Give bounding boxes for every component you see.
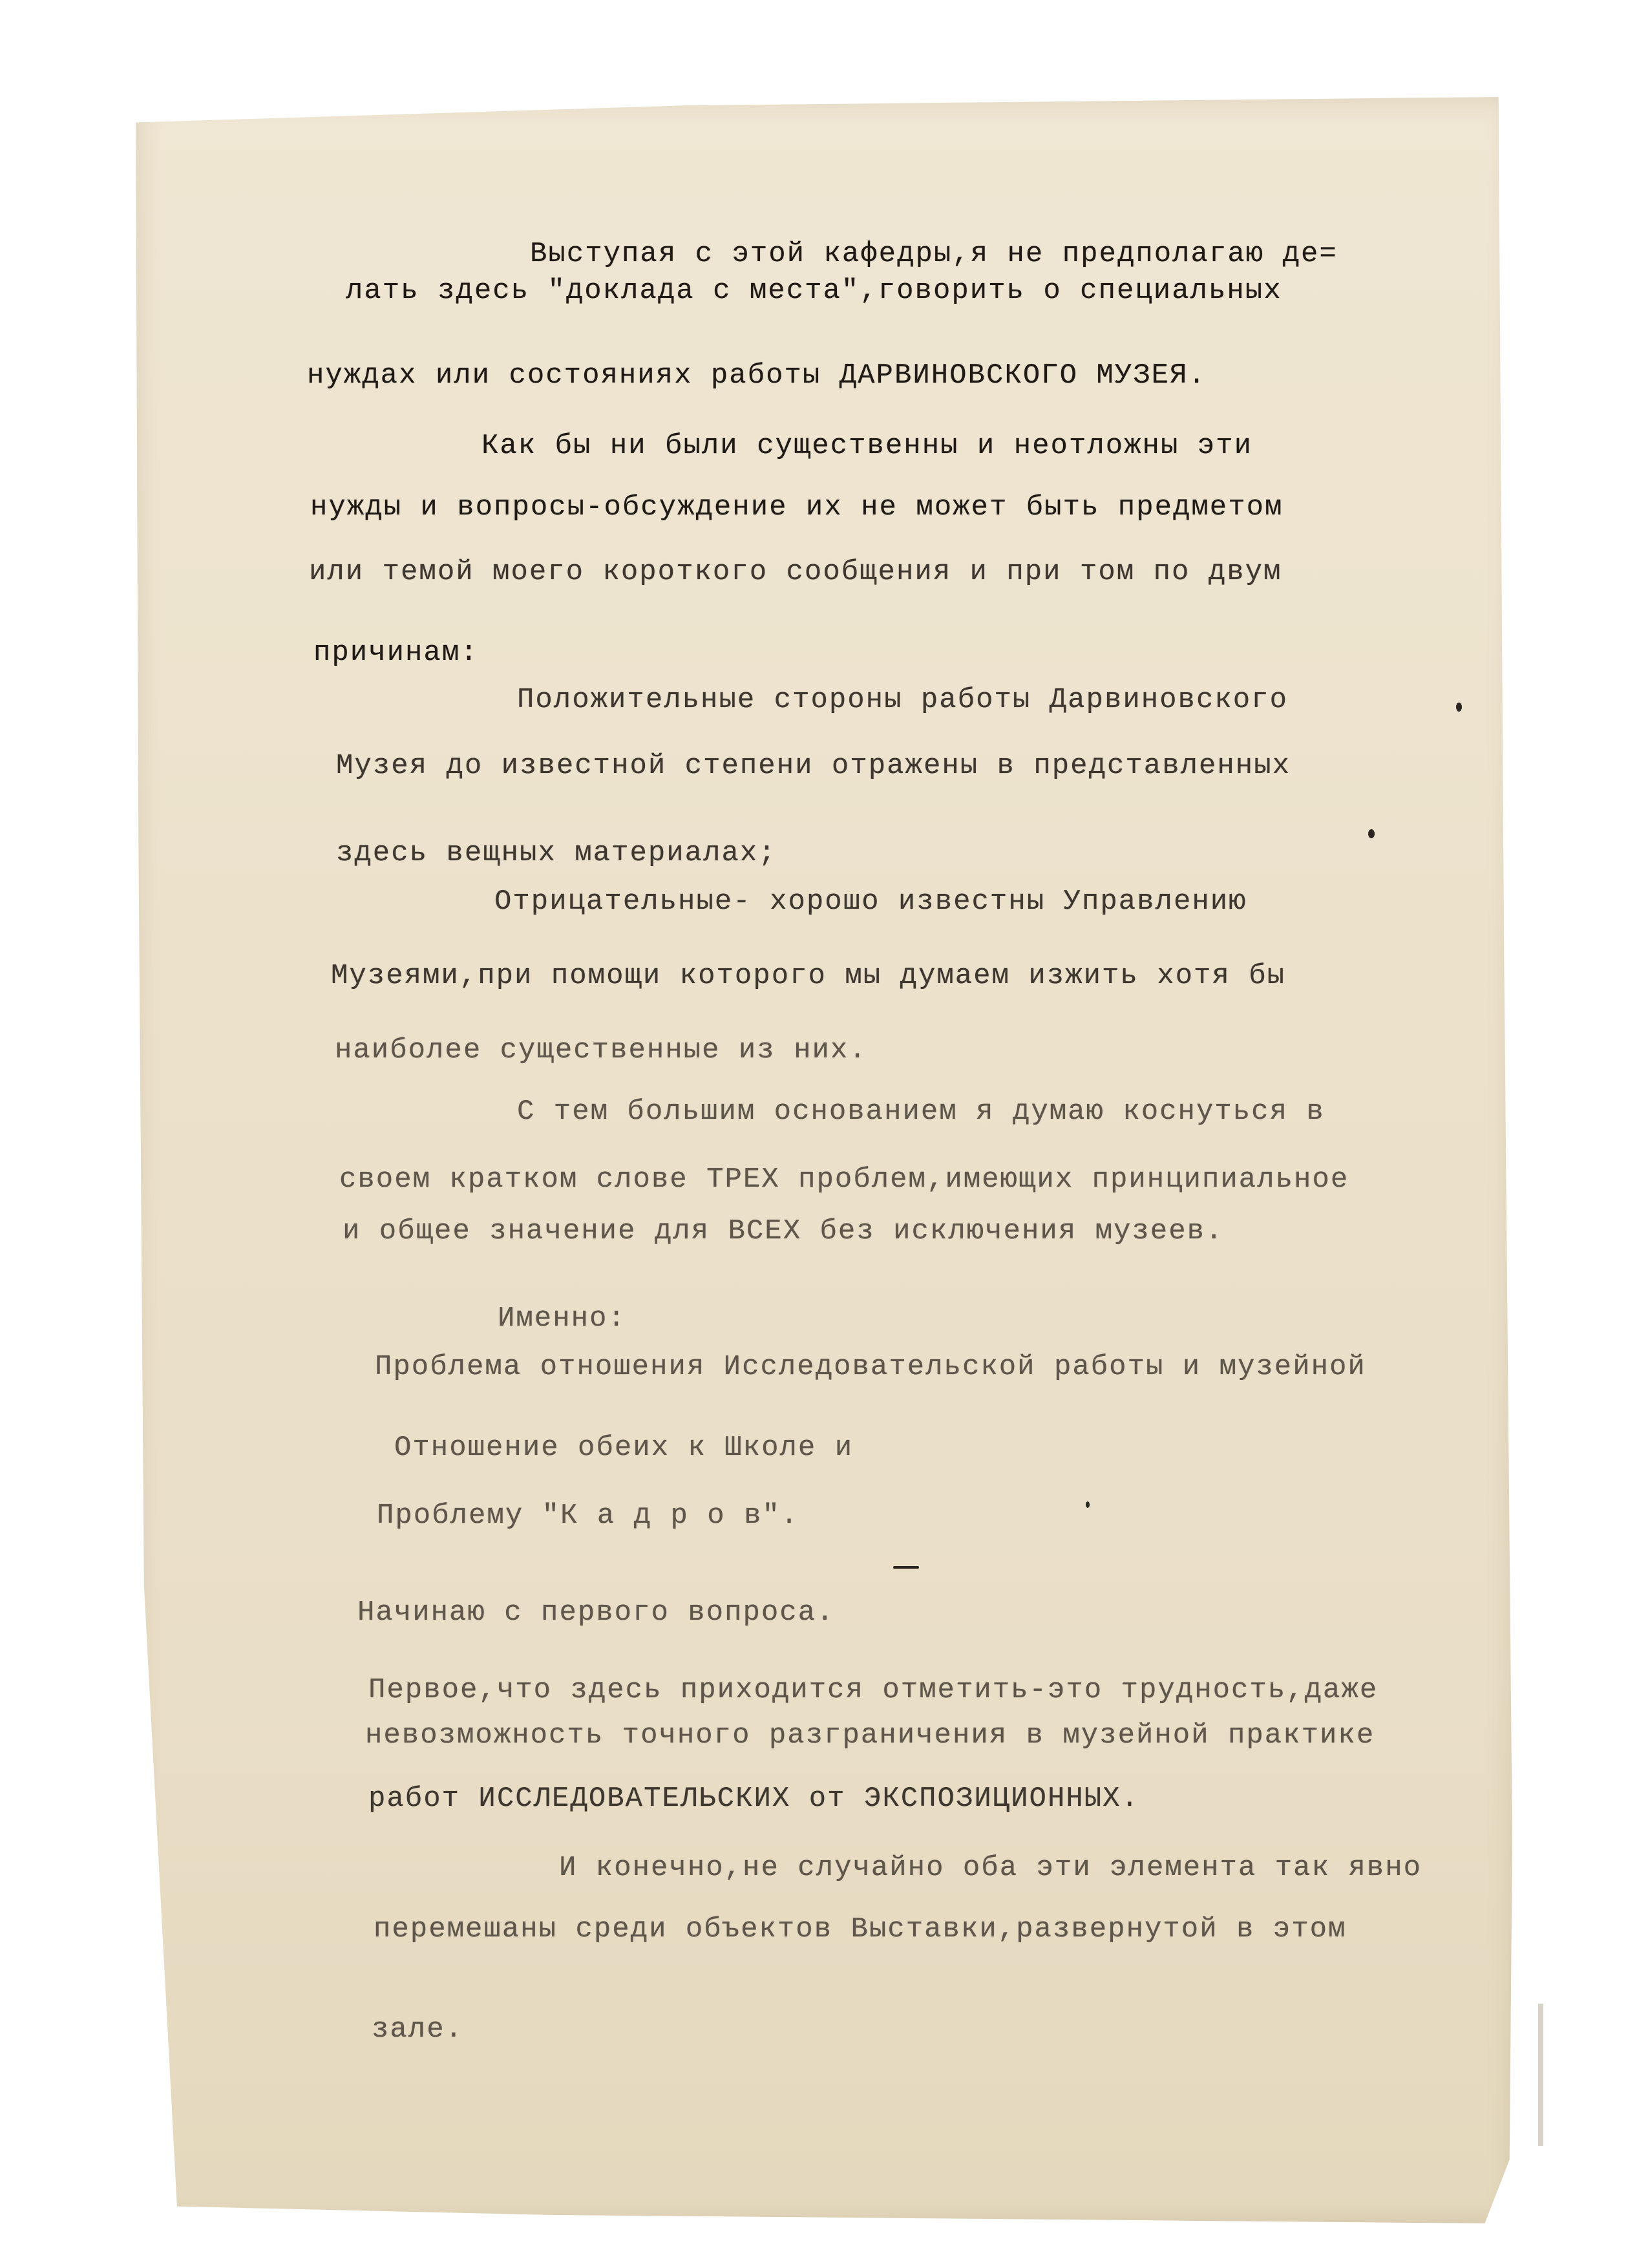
ink-mark bbox=[893, 1566, 919, 1569]
text-line-6: или темой моего короткого сообщения и при том по двум bbox=[309, 556, 1282, 588]
text-line-27: зале. bbox=[372, 2013, 464, 2046]
text-line-23: невозможность точного разграничения в музейной практике bbox=[365, 1719, 1375, 1752]
text-line-18: Проблема отношения Исследовательской работы и музейной bbox=[375, 1351, 1366, 1383]
text-line-26: перемешаны среди объектов Выставки,развернутой в этом bbox=[374, 1913, 1347, 1945]
text-line-22: Первое,что здесь приходится отметить-это трудность,даже bbox=[368, 1674, 1379, 1706]
paper-fold-edge bbox=[1538, 2004, 1543, 2146]
text-line-4: Как бы ни были существенны и неотложны эти bbox=[481, 430, 1252, 462]
text-line-7: причинам: bbox=[313, 637, 479, 669]
ink-mark bbox=[1086, 1501, 1090, 1508]
text-line-14: С тем большим основанием я думаю коснуться в bbox=[517, 1096, 1325, 1128]
text-line-2: лать здесь "доклада с места",говорить о специальных bbox=[346, 275, 1282, 307]
text-line-17: Именно: bbox=[498, 1302, 626, 1335]
text-line-5: нужды и вопросы-обсуждение их не может быть предметом bbox=[310, 491, 1284, 524]
text-line-9: Музея до известной степени отражены в представленных bbox=[336, 750, 1291, 782]
text-line-13: наиболее существенные из них. bbox=[335, 1034, 867, 1066]
text-line-11: Отрицательные- хорошо известны Управлению bbox=[494, 885, 1247, 918]
text-line-8: Положительные стороны работы Дарвиновского bbox=[517, 684, 1288, 716]
text-line-20: Проблему "К а д р о в". bbox=[377, 1500, 799, 1532]
text-line-21: Начинаю с первого вопроса. bbox=[357, 1596, 835, 1629]
text-line-15: своем кратком слове ТРЕХ проблем,имеющих принципиальное bbox=[339, 1163, 1349, 1196]
ink-mark bbox=[1368, 829, 1375, 838]
text-line-19: Отношение обеих к Школе и bbox=[394, 1432, 854, 1464]
text-line-12: Музеями,при помощи которого мы думаем изжить хотя бы bbox=[331, 960, 1286, 992]
text-line-10: здесь вещных материалах; bbox=[336, 837, 777, 869]
text-line-1: Выступая с этой кафедры,я не предполагаю де= bbox=[530, 238, 1338, 270]
text-line-24: работ ИССЛЕДОВАТЕЛЬСКИХ от ЭКСПОЗИЦИОННЫХ. bbox=[368, 1783, 1139, 1815]
ink-mark bbox=[1456, 703, 1462, 712]
text-line-16: и общее значение для ВСЕХ без исключения музеев. bbox=[343, 1215, 1224, 1247]
text-line-25: И конечно,не случайно оба эти элемента так явно bbox=[559, 1852, 1422, 1884]
paper-sheet bbox=[136, 97, 1512, 2223]
text-line-3: нуждах или состояниях работы ДАРВИНОВСКОГО МУЗЕЯ. bbox=[307, 359, 1207, 392]
